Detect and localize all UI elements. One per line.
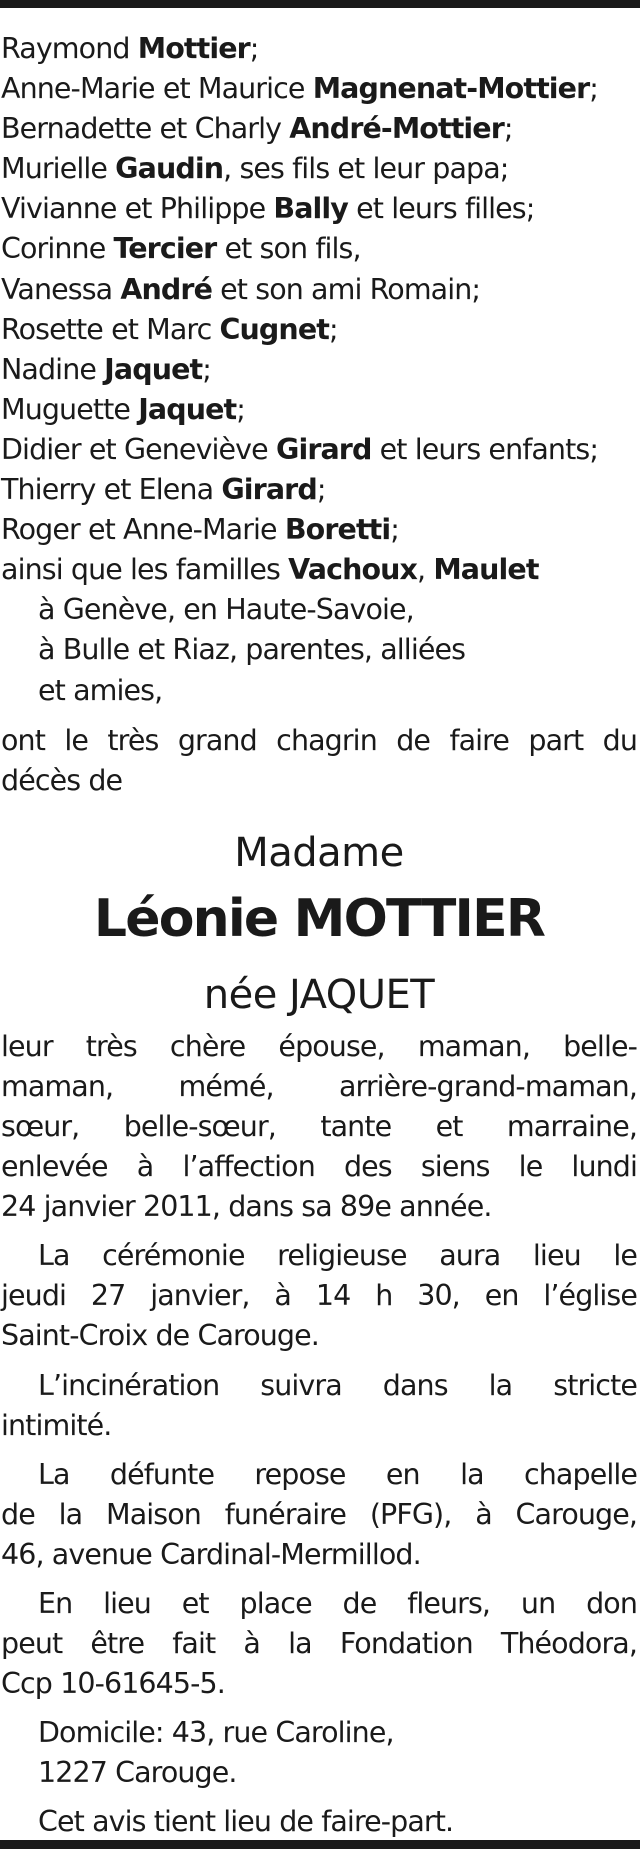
description-line: leur très chère épouse, maman, belle- [1, 1029, 637, 1063]
closing-line: Cet avis tient lieu de faire-part. [38, 1805, 454, 1839]
announcement-intro [1, 721, 637, 801]
flowers-paragraph [1, 1584, 637, 1704]
flowers-line: En lieu et place de fleurs, un don [38, 1587, 637, 1620]
family-line: Vanessa André et son ami Romain; [1, 272, 481, 306]
family-location-line: et amies, [38, 673, 163, 707]
intro-line: décès de [1, 763, 123, 797]
repose-line: La défunte repose en la chapelle [38, 1457, 637, 1491]
description-line: 24 janvier 2011, dans sa 89e année. [1, 1190, 492, 1224]
family-line: Bernadette et Charly André-Mottier; [1, 112, 513, 146]
ceremony-line: Saint-Croix de Carouge. [1, 1319, 319, 1353]
obituary-notice [1, 29, 637, 1843]
intro-line: ont le très grand chagrin de faire part du [1, 723, 637, 757]
flowers-line: peut être fait à la Fondation Théodora, [1, 1627, 637, 1661]
repose-line: de la Maison funéraire (PFG), à Carouge, [1, 1497, 637, 1531]
family-location-line: à Bulle et Riaz, parentes, alliées [38, 633, 466, 667]
top-rule [0, 0, 640, 8]
family-line: Vivianne et Philippe Bally et leurs filles; [1, 192, 535, 226]
family-line: Rosette et Marc Cugnet; [1, 312, 338, 346]
family-line-last: ainsi que les familles Vachoux, Maulet [1, 553, 539, 587]
family-line: Anne-Marie et Maurice Magnenat-Mottier; [1, 72, 598, 106]
family-location-line: à Genève, en Haute-Savoie, [38, 593, 414, 627]
deceased-name: Léonie MOTTIER [93, 888, 545, 949]
family-line: Muguette Jaquet; [1, 392, 245, 426]
families-list [1, 29, 637, 711]
description-line: enlevée à l’affection des siens le lundi [1, 1150, 637, 1184]
domicile-line: 1227 Carouge. [38, 1756, 237, 1790]
closing-paragraph [1, 1802, 637, 1842]
ceremony-paragraph [1, 1236, 637, 1356]
family-line: Thierry et Elena Girard; [1, 473, 326, 507]
domicile-line: Domicile: 43, rue Caroline, [38, 1716, 394, 1750]
deceased-salutation: Madame [234, 829, 404, 876]
ceremony-line: La cérémonie religieuse aura lieu le [38, 1239, 637, 1273]
family-line: Didier et Geneviève Girard et leurs enfants; [1, 432, 599, 466]
cremation-line: intimité. [1, 1408, 112, 1442]
family-line: Corinne Tercier et son fils, [1, 232, 361, 266]
cremation-line: L’incinération suivra dans la stricte [38, 1368, 637, 1402]
deceased-maiden-name: née JAQUET [203, 971, 435, 1018]
family-line: Roger et Anne-Marie Boretti; [1, 513, 399, 547]
domicile-paragraph [1, 1713, 637, 1793]
flowers-line: Ccp 10-61645-5. [1, 1667, 225, 1701]
family-line: Nadine Jaquet; [1, 352, 211, 386]
deceased-description [1, 1027, 637, 1227]
cremation-paragraph [1, 1366, 637, 1446]
description-line: maman, mémé, arrière-grand-maman, [1, 1069, 637, 1103]
description-line: sœur, belle-sœur, tante et marraine, [1, 1109, 637, 1143]
bottom-rule [0, 1840, 640, 1849]
ceremony-line: jeudi 27 janvier, à 14 h 30, en l’église [1, 1279, 637, 1313]
repose-paragraph [1, 1455, 637, 1575]
family-line: Murielle Gaudin, ses fils et leur papa; [1, 152, 509, 186]
repose-line: 46, avenue Cardinal-Mermillod. [1, 1537, 421, 1571]
family-line: Raymond Mottier; [1, 32, 259, 65]
